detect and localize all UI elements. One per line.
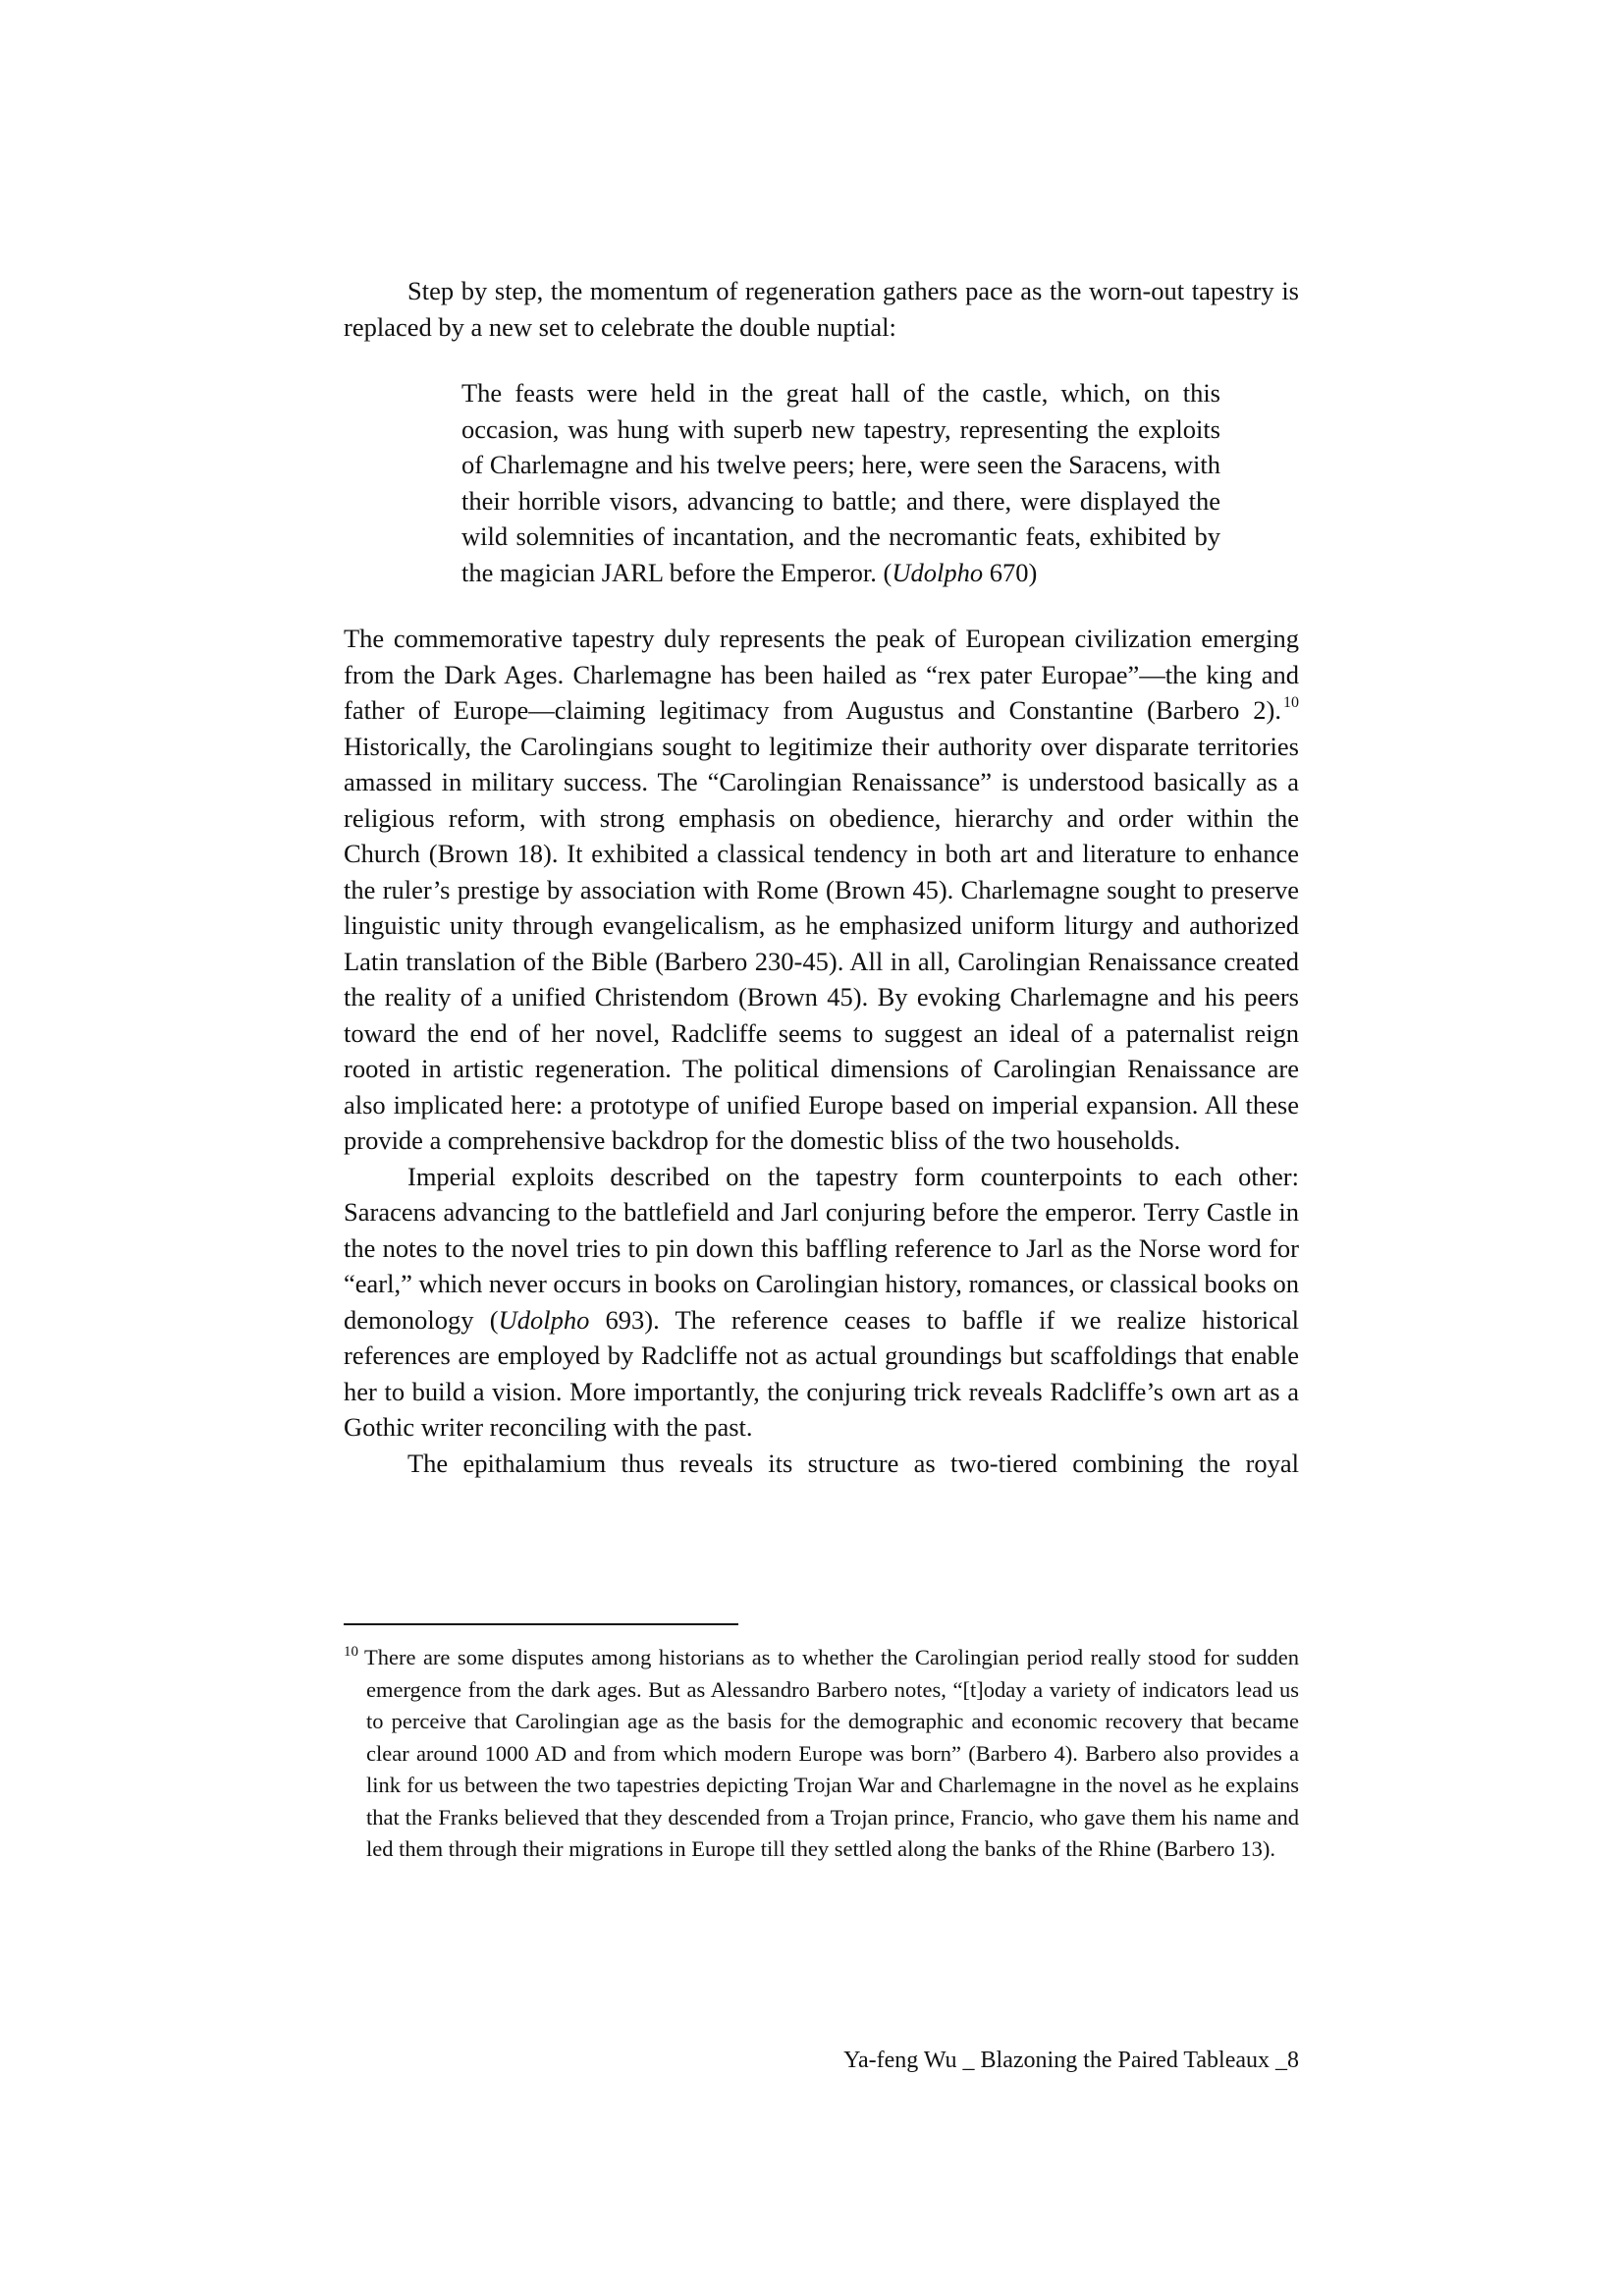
quote-text: The feasts were held in the great hall of the castle, which, on this occasion, was hung with superb new tapestry, representing the exploits of Charlemagne and his twelve peers; here, were seen the Saracens, with their horrible visors, advancing to battle; and there, were displayed the wild solemnities of incantation, and the necromantic feats, exhibited by the magician JARL before the Emperor. ( <box>461 378 1220 587</box>
running-footer: Ya-feng Wu _ Blazoning the Paired Tableaux _8 <box>843 2048 1299 2073</box>
footnote-text: There are some disputes among historians as to whether the Carolingian period really stood for sudden emergence from the dark ages. But as Alessandro Barbero notes, “[t]oday a variety of indicators lead us to perceive that Carolingian age as the basis for the demographic and economic recovery that became clear around 1000 AD and from which modern Europe was born” (Barbero 4). Barbero also provides a link for us between the two tapestries depicting Trojan War and Charlemagne in the novel as he explains that the Franks believed that they descended from a Trojan prince, Francio, who gave them his name and led them through their migrations in Europe till they settled along the banks of the Rhine (Barbero 13). <box>364 1645 1299 1861</box>
block-quote <box>461 375 1220 590</box>
footnote-number: 10 <box>344 1644 358 1660</box>
paragraph-2 <box>344 621 1299 1159</box>
paragraph-3-b: 693). The reference ceases to baffle if we realize historical references are employed by Radcliffe not as actual groundings but scaffoldings that enable her to build a vision. More importantly, the conjuring trick reveals Radcliffe’s own art as a Gothic writer reconciling with the past. <box>344 1304 1300 1442</box>
paragraph-4: The epithalamium thus reveals its structure as two-tiered combining the royal <box>407 1448 1299 1478</box>
paragraph-3-a: Imperial exploits described on the tapestry form counterpoints to each other: Saracens advancing to the battlefield and Jarl conjuring before the emperor. Terry Castle in the notes to the novel tries to pin down this baffling reference to Jarl as the Norse word for “earl,” which never occurs in books on Carolingian history, romances, or classical books on demonology ( <box>344 1161 1299 1335</box>
paragraph-2-b: Historically, the Carolingians sought to legitimize their authority over disparate territories amassed in military success. The “Carolingian Renaissance” is understood basically as a religious reform, with strong emphasis on obedience, hierarchy and order within the Church (Brown 18). It exhibited a classical tendency in both art and literature to enhance the ruler’s prestige by association with Rome (Brown 45). Charlemagne sought to preserve linguistic unity through evangelicalism, as he emphasized uniform liturgy and authorized Latin translation of the Bible (Barbero 230-45). All in all, Carolingian Renaissance created the reality of a unified Christendom (Brown 45). By evoking Charlemagne and his peers toward the end of her novel, Radcliffe seems to suggest an ideal of a paternalist reign rooted in artistic regeneration. The political dimensions of Carolingian Renaissance are also implicated here: a prototype of unified Europe based on imperial expansion. All these provide a comprehensive backdrop for the domestic bliss of the two households. <box>344 731 1299 1155</box>
paragraph-1: Step by step, the momentum of regeneration gathers pace as the worn-out tapestry is replaced by a new set to celebrate the double nuptial: <box>344 276 1299 342</box>
quote-cite-end: 670) <box>983 557 1038 587</box>
paragraph-3-title: Udolpho <box>498 1304 590 1335</box>
footnote-rule <box>344 1623 738 1625</box>
page-body <box>344 273 1299 1481</box>
quote-cite-title: Udolpho <box>892 557 984 587</box>
footnote-reference[interactable]: 10 <box>1283 694 1299 711</box>
paragraph-3 <box>344 1159 1299 1446</box>
paragraph-2-a: The commemorative tapestry duly represents the peak of European civilization emerging from the Dark Ages. Charlemagne has been hailed as “rex pater Europae”—the king and father of Europe—claiming legitimacy from Augustus and Constantine (Barbero 2). <box>344 624 1299 725</box>
footnote <box>344 1642 1299 1866</box>
